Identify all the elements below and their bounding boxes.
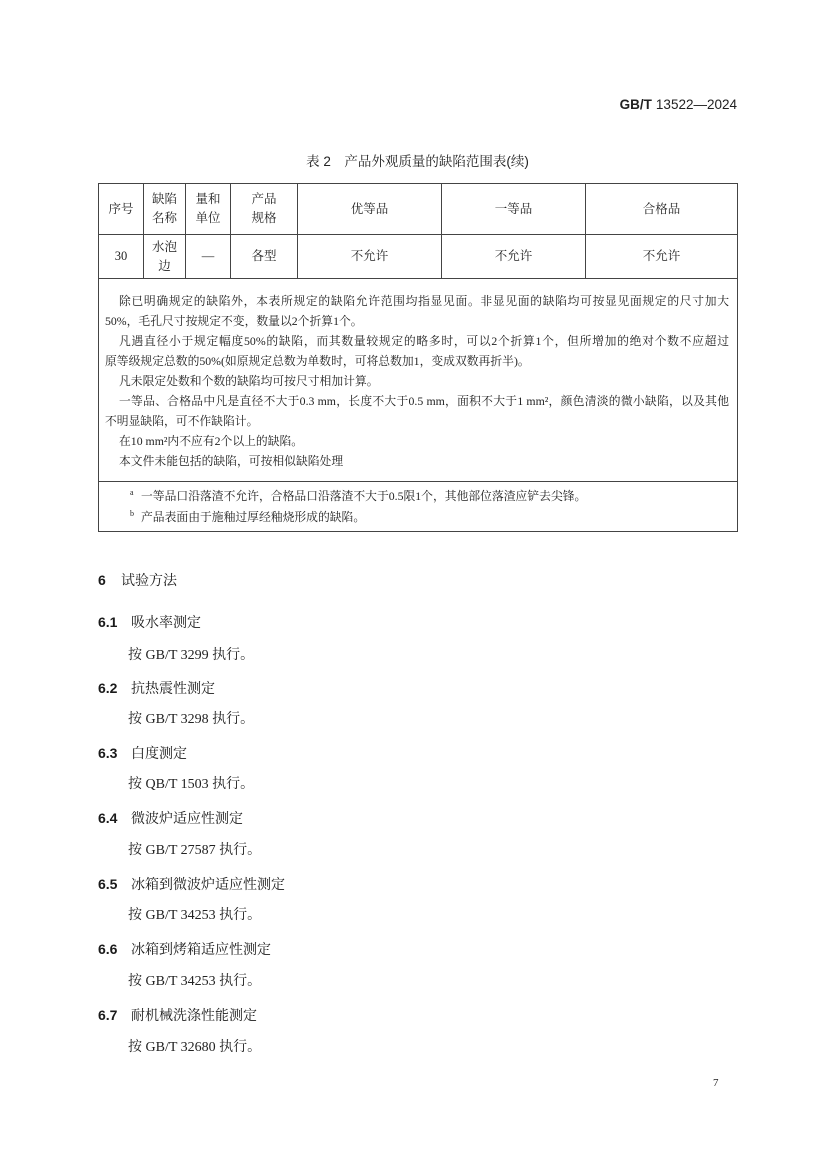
table-footnotes-row	[99, 482, 738, 532]
clause-title: 耐机械洗涤性能测定	[131, 1007, 257, 1023]
header-text: 量和	[195, 192, 221, 206]
footnote-mark: b	[130, 509, 134, 518]
clause-title: 微波炉适应性测定	[131, 810, 243, 826]
footnote	[130, 507, 729, 528]
cell-first-grade	[442, 235, 586, 279]
table-footnotes	[99, 482, 738, 532]
note-paragraph	[105, 451, 729, 471]
footnote	[130, 486, 729, 507]
note-paragraph	[105, 391, 729, 431]
header-text: 缺陷	[151, 192, 177, 206]
clause-number: 6.7	[98, 1007, 118, 1023]
cell-quantity-unit	[186, 235, 231, 279]
clause-number: 6.2	[98, 680, 118, 696]
table-row	[99, 235, 738, 279]
cell-product-spec	[231, 235, 298, 279]
note-line: 一等品、合格品中凡是直径不大于0.3 mm，长度不大于0.5 mm，面积不大于1 mm²，颜色清淡的微小缺陷，以及其他	[119, 394, 729, 408]
note-paragraph	[105, 331, 729, 371]
cell-text: —	[201, 249, 215, 263]
header-cell-premium-grade	[298, 184, 442, 235]
cell-text: 不允许	[494, 249, 533, 263]
header-cell-first-grade	[442, 184, 586, 235]
table-notes-row	[99, 279, 738, 482]
cell-text: 不允许	[350, 249, 389, 263]
cell-premium-grade	[298, 235, 442, 279]
cell-text: 水泡	[151, 239, 177, 254]
cell-text: 边	[158, 258, 171, 273]
header-cell-defect-name	[144, 184, 186, 235]
clause-number: 6.4	[98, 810, 118, 826]
header-text: 一等品	[494, 201, 533, 216]
note-line: 不明显缺陷，可不作缺陷计。	[105, 414, 259, 428]
clause-heading	[98, 1005, 257, 1025]
header-text: 产品	[251, 192, 277, 206]
clause-text: 按 GB/T 32680 执行。	[128, 1040, 262, 1055]
note-line: 凡未限定处数和个数的缺陷均可按尺寸相加计算。	[119, 374, 379, 388]
header-cell-product-spec	[231, 184, 298, 235]
defect-range-table	[98, 183, 738, 532]
header-text: 优等品	[350, 201, 389, 216]
header-cell-qualified-grade	[586, 184, 738, 235]
footnote-text: 产品表面由于施釉过厚经釉烧形成的缺陷。	[141, 510, 366, 524]
clause-text: 按 GB/T 34253 执行。	[128, 908, 262, 923]
clause-text: 按 GB/T 27587 执行。	[128, 843, 262, 858]
clause-number: 6.5	[98, 876, 118, 892]
note-line: 本文件未能包括的缺陷，可按相似缺陷处理	[119, 454, 344, 468]
clause-number: 6.6	[98, 941, 118, 957]
clause-title: 抗热震性测定	[131, 680, 215, 696]
section-title: 试验方法	[121, 572, 177, 588]
clause-heading	[98, 612, 201, 632]
cell-text: 各型	[251, 249, 277, 263]
clause-heading	[98, 939, 271, 959]
footnote-text: 一等品口沿落渣不允许，合格品口沿落渣不大于0.5限1个，其他部位落渣应铲去尖锋。	[141, 489, 587, 503]
clause-title: 白度测定	[131, 745, 187, 761]
table-caption: 表 2 产品外观质量的缺陷范围表(续)	[306, 154, 529, 169]
cell-defect-name	[144, 235, 186, 279]
clause-heading	[98, 678, 215, 698]
footnote-mark: a	[130, 488, 134, 497]
table-header-row	[99, 184, 738, 235]
note-line: 除已明确规定的缺陷外，本表所规定的缺陷允许范围均指显见面。非显见面的缺陷均可按显见面规定的尺寸加大	[119, 294, 729, 308]
cell-text: 不允许	[642, 249, 681, 263]
note-line: 原等级规定总数的50%(如原规定总数为单数时，可将总数加1，变成双数再折半)。	[105, 354, 530, 368]
note-line: 50%，毛孔尺寸按规定不变，数量以2个折算1个。	[105, 314, 363, 328]
cell-serial	[99, 235, 144, 279]
header-text: 序号	[108, 201, 134, 216]
clause-heading	[98, 874, 285, 894]
clause-title: 冰箱到微波炉适应性测定	[131, 876, 285, 892]
clause-heading	[98, 743, 187, 763]
note-line: 凡遇直径小于规定幅度50%的缺陷，而其数量较规定的略多时，可以2个折算1个，但所增加的绝对个数不应超过	[119, 334, 729, 348]
header-cell-serial	[99, 184, 144, 235]
header-text: 合格品	[642, 201, 681, 216]
section-number: 6	[98, 572, 106, 588]
clause-text: 按 GB/T 3298 执行。	[128, 712, 255, 727]
page-number: 7	[713, 1077, 719, 1089]
clause-title: 冰箱到烤箱适应性测定	[131, 941, 271, 957]
clause-number: 6.3	[98, 745, 118, 761]
table-notes	[99, 279, 738, 482]
cell-qualified-grade	[586, 235, 738, 279]
standard-code: 13522—2024	[655, 97, 737, 112]
note-paragraph	[105, 291, 729, 331]
header-text: 规格	[251, 211, 277, 225]
note-paragraph	[105, 431, 729, 451]
note-paragraph	[105, 371, 729, 391]
table-body	[99, 184, 738, 532]
header-text: 单位	[195, 211, 221, 225]
clause-text: 按 QB/T 1503 执行。	[128, 777, 255, 792]
cell-text: 30	[114, 249, 128, 263]
header-text: 名称	[151, 211, 177, 225]
clause-number: 6.1	[98, 614, 118, 630]
note-line: 在10 mm²内不应有2个以上的缺陷。	[119, 434, 304, 448]
clause-heading	[98, 808, 243, 828]
clause-title: 吸水率测定	[131, 614, 201, 630]
standard-number	[620, 96, 737, 114]
header-cell-quantity-unit	[186, 184, 231, 235]
section-heading	[98, 570, 177, 590]
clause-text: 按 GB/T 3299 执行。	[128, 648, 255, 663]
clause-text: 按 GB/T 34253 执行。	[128, 974, 262, 989]
standard-prefix: GB/T	[619, 97, 652, 112]
